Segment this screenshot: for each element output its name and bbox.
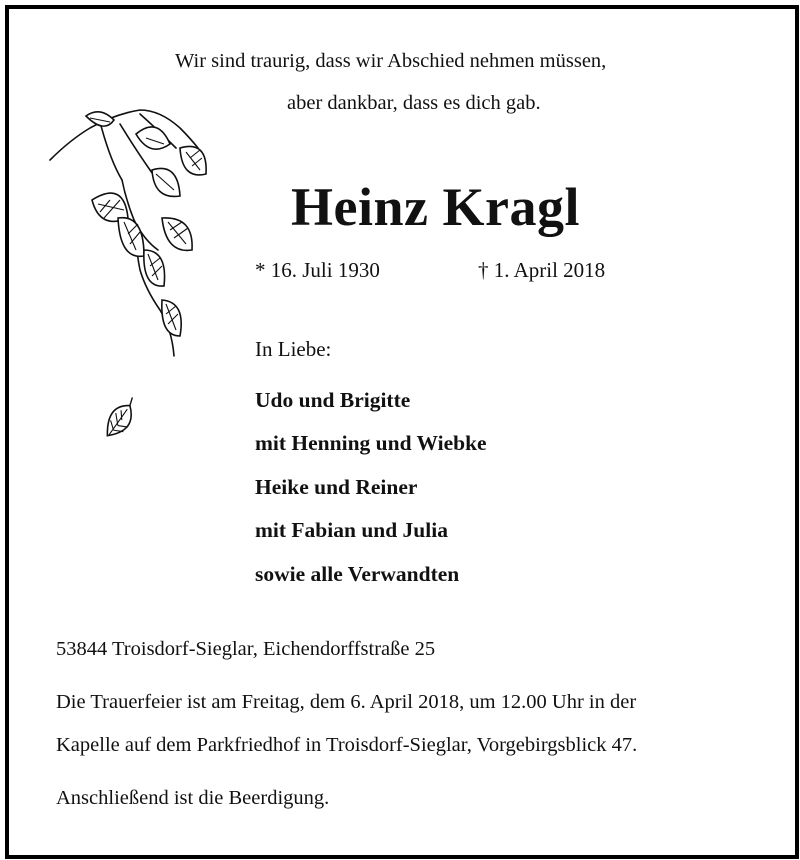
funeral-line-2: Kapelle auf dem Parkfriedhof in Troisdorf-Sieglar, Vorgebirgsblick 47. <box>56 734 638 756</box>
mourners-intro: In Liebe: <box>255 337 332 361</box>
mourner-name: mit Fabian und Julia <box>255 518 448 542</box>
address: 53844 Troisdorf-Sieglar, Eichendorffstraße 25 <box>56 638 436 660</box>
quote-line-2: aber dankbar, dass es dich gab. <box>287 92 541 114</box>
mourner-name: mit Henning und Wiebke <box>255 431 487 455</box>
birch-branch-icon <box>40 100 260 480</box>
funeral-line-3: Anschließend ist die Beerdigung. <box>56 787 330 809</box>
funeral-line-1: Die Trauerfeier ist am Freitag, dem 6. April 2018, um 12.00 Uhr in der <box>56 691 637 713</box>
death-date: † 1. April 2018 <box>478 258 606 282</box>
quote-line-1: Wir sind traurig, dass wir Abschied nehmen müssen, <box>175 50 607 72</box>
deceased-name: Heinz Kragl <box>291 177 580 237</box>
mourner-name: Heike und Reiner <box>255 475 418 499</box>
mourner-name: Udo und Brigitte <box>255 388 411 412</box>
mourner-name: sowie alle Verwandten <box>255 562 460 586</box>
birth-date: * 16. Juli 1930 <box>255 258 380 282</box>
